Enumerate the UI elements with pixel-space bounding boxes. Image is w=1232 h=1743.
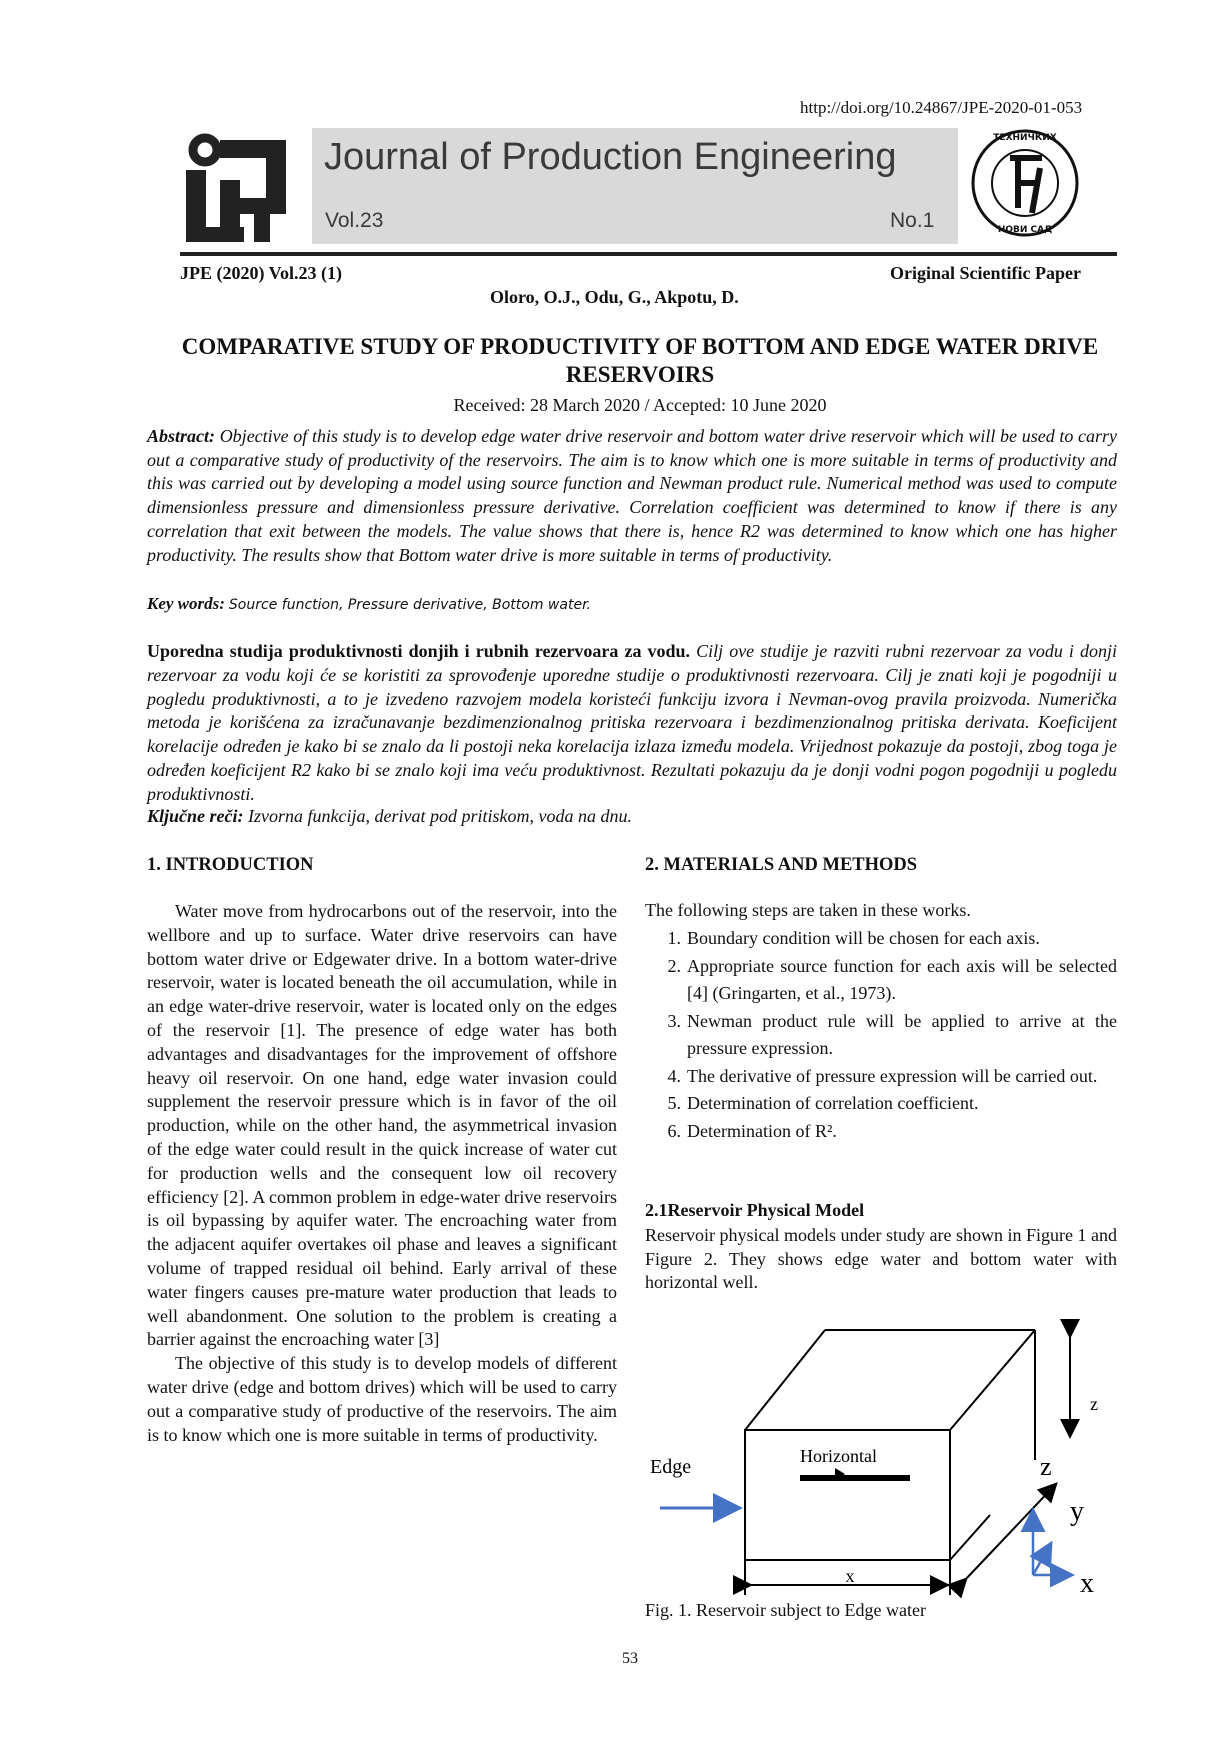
abstract-label: Abstract: — [147, 426, 216, 446]
keywords — [147, 594, 1117, 614]
edge-label: Edge — [650, 1456, 692, 1478]
abstract — [147, 425, 1117, 567]
methods-heading: 2. MATERIALS AND METHODS — [645, 855, 918, 875]
journal-number: No.1 — [890, 209, 935, 232]
svg-text:НОВИ САД: НОВИ САД — [997, 225, 1053, 235]
received-date: Received: 28 March 2020 / Accepted: 10 June 2020 — [453, 395, 827, 415]
citation: JPE (2020) Vol.23 (1) — [180, 263, 342, 283]
header-rule — [180, 252, 1117, 256]
intro-heading: 1. INTRODUCTION — [147, 855, 314, 875]
serbian-text: Cilj ove studije je razviti rubni rezervoar za vodu i donji rezervoar za vodu koji će se koristiti za sprovođenje uporedne studije o produktivnosti rezervoara. Cilj je znati koji je pogodniji u pogledu produktivnosti, a to je izvedeno razvojem modela koristeći funkciju izvora i Nevman-ovog pravila proizvoda. Numerička metoda je korišćena za izračunavanje bezdimenzionalnog pritiska rezervoara i bezdimenzionalnog pritiska derivata. Koeficijent korelacije određen je kako bi se znalo da li postoji neka korelacija izlaza između modela. Vrijednost pokazuje da postoji, zbog toga je određen koeficijent R2 kako bi se znalo koji ima veću produktivnost. Rezultati pokazuju da je donji vodni pogon pogodniji u pogledu produktivnosti. — [147, 641, 1117, 804]
keywords-label: Key words: — [147, 594, 225, 613]
list-item: 2. Appropriate source function for each axis will be selected [4] (Gringarten, et al., 1973). — [667, 955, 1117, 1003]
subsection-text: Reservoir physical models under study are shown in Figure 1 and Figure 2. They shows edge water and bottom water with horizontal well. — [645, 1225, 1117, 1292]
serbian-keywords — [147, 806, 1117, 827]
abstract-text: Objective of this study is to develop edge water drive reservoir and bottom water drive reservoir which will be used to carry out a comparative study of productivity of the reservoirs. The aim is to know which one is more suitable in terms of productivity and this was carried out by developing a model using source function and Newman product rule. Numerical method was used to compute dimensionless pressure and dimensionless pressure derivative. Correlation coefficient was determined to know if there is any correlation that exit between the models. The value shows that there is, hence R2 was determined to know which one has higher productivity. The results show that Bottom water drive is more suitable in terms of productivity. — [147, 426, 1118, 565]
journal-title: Journal of Production Engineering — [324, 136, 897, 178]
subsection-heading: 2.1Reservoir Physical Model — [645, 1200, 865, 1220]
intro-paragraph: Water move from hydrocarbons out of the reservoir, into the wellbore and up to surface. Water drive reservoirs can have bottom water drive or Edgewater drive. In a bottom water-drive reservoir, water is located beneath the oil accumulation, while in an edge water-drive reservoir, water is located only on the edges of the reservoir [1]. The presence of edge water has both advantages and disadvantages for the improvement of offshore heavy oil reservoir. On one hand, edge water invasion could supplement the reservoir pressure which is in favor of the oil production, while on the other hand, the asymmetrical invasion of the edge water could result in the quick increase of water cut for production wells and the consequent low oil recovery efficiency [2]. A common problem in edge-water drive reservoirs is oil bypassing by aquifer water. The encroaching water from the adjacent aquifer overtakes oil phase and leaves a significant volume of trapped residual oil behind. Early arrival of these water fingers causes pre-mature water production that leads to well abandonment. One solution to the problem is creating a barrier against the encroaching water [3] — [147, 901, 617, 1350]
axis-z-arrow — [1033, 1545, 1050, 1575]
z-dimension-label: z — [1090, 1394, 1098, 1414]
list-item: 3. Newman product rule will be applied to arrive at the pressure expression. — [667, 1010, 1117, 1058]
list-item: 6. Determination of R². — [667, 1120, 837, 1141]
list-item: 5. Determination of correlation coefficient. — [667, 1093, 979, 1113]
authors: Oloro, O.J., Odu, G., Akpotu, D. — [490, 287, 739, 307]
paper-title: COMPARATIVE STUDY OF PRODUCTIVITY OF BOTTOM AND EDGE WATER DRIVE RESERVOIRS — [181, 334, 1099, 387]
journal-volume: Vol.23 — [325, 209, 384, 232]
intro-paragraph: The objective of this study is to develop models of different water drive (edge and bottom drives) which will be used to carry out a comparative study of productive of the reservoirs. The aim is to know which one is more suitable in terms of productivity. — [147, 1353, 617, 1445]
reservoir-figure — [645, 1310, 1125, 1610]
page-number: 53 — [622, 1650, 638, 1667]
list-item: 4. The derivative of pressure expression will be carried out. — [667, 1065, 1098, 1086]
paper-type: Original Scientific Paper — [890, 263, 1081, 283]
keywords-text: Source function, Pressure derivative, Bottom water. — [228, 597, 591, 613]
axis-z-label: z — [1040, 1452, 1052, 1481]
x-dimension-label: x — [845, 1566, 855, 1586]
journal-logo-icon — [180, 132, 295, 248]
methods-steps — [645, 925, 1117, 1145]
doi-link[interactable]: http://doi.org/10.24867/JPE-2020-01-053 — [800, 98, 1083, 117]
list-item: 1. Boundary condition will be chosen for each axis. — [667, 928, 1040, 948]
serbian-title: Uporedna studija produktivnosti donjih i rubnih rezervoara za vodu. — [147, 641, 691, 661]
axis-x-label: x — [1080, 1568, 1094, 1599]
serbian-keywords-label: Ključne reči: — [147, 806, 244, 826]
methods-lead: The following steps are taken in these works. — [645, 900, 971, 920]
horizontal-label: Horizontal — [800, 1446, 877, 1466]
serbian-abstract — [147, 640, 1117, 807]
intro-body — [147, 900, 617, 1447]
faculty-seal-icon — [970, 128, 1080, 238]
serbian-keywords-text: Izvorna funkcija, derivat pod pritiskom, voda na dnu. — [248, 806, 632, 826]
figure-caption: Fig. 1. Reservoir subject to Edge water — [645, 1600, 926, 1620]
axis-y-label: y — [1070, 1496, 1084, 1527]
svg-text:ТЕХНИЧКИХ: ТЕХНИЧКИХ — [993, 133, 1057, 143]
